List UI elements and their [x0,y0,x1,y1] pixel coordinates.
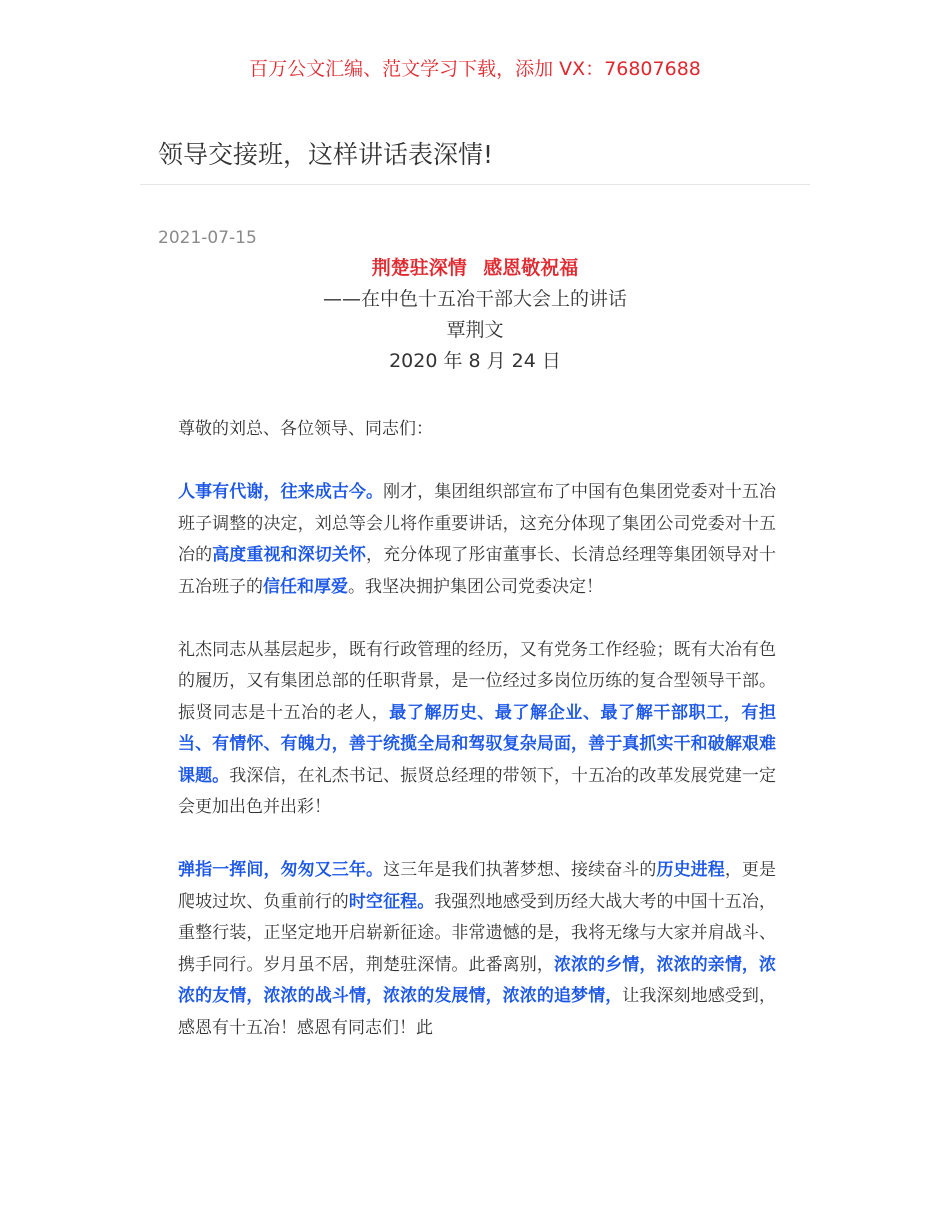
paragraph-2-segment: 最了解历史、最了解企业、最了解干部职工，有担当、有情怀、有魄力，善于统揽全局和驾驭复杂局面，善于真抓实干和破解艰难课题。 [178,702,777,786]
paragraph-2-segment: 礼杰同志从基层起步，既有行政管理的经历，又有党务工作经验；既有大冶有色的履历，又有集团总部的任职背景，是一位经过多岗位历练的复合型领导干部。振贤同志是十五冶的老人， [178,639,776,723]
publish-date: 2021-07-15 [158,228,257,248]
paragraph-1-segment: 信任和厚爱 [263,576,348,597]
paragraph-1-segment: 刚才，集团组织部宣布了中国有色集团党委对十五冶班子调整的决定，刘总等会儿将作重要讲话，这充分体现了集团公司党委对十五冶的 [178,482,777,565]
paragraph-3-segment: 时空征程。 [348,891,435,912]
article-title: 领导交接班，这样讲话表深情! [158,140,494,169]
paragraph-3-segment: 历史进程 [656,860,725,880]
speech-heading: 荆楚驻深情 感恩敬祝福 [371,257,579,279]
paragraph-3-segment: 让我深刻地感受到，感恩有十五冶！感恩有同志们！此 [178,986,777,1038]
speech-subheading: ——在中色十五冶干部大会上的讲话 [322,288,627,310]
paragraph-1-segment: 。我坚决拥护集团公司党委决定！ [348,576,603,597]
paragraph-3-segment: 浓浓的乡情，浓浓的亲情，浓浓的友情，浓浓的战斗情，浓浓的发展情，浓浓的追梦情， [178,954,777,1006]
speech-heading-block [0,253,950,377]
paragraph-1-segment: ，充分体现了彤宙董事长、长清总经理等集团领导对十五冶班子的 [178,545,777,597]
paragraph-1 [178,477,776,603]
paragraph-3 [178,855,776,1044]
download-banner: 百万公文汇编、范文学习下载，添加 VX：76807688 [249,58,701,80]
paragraph-1-segment: 高度重视和深切关怀 [212,545,366,565]
speech-date: 2020 年 8 月 24 日 [389,350,561,372]
article-body [178,414,776,1076]
paragraph-2 [178,635,776,824]
paragraph-3-segment: 我强烈地感受到历经大战大考的中国十五冶，重整行装，正坚定地开启崭新征途。非常遗憾的是，我将无缘与大家并肩战斗、携手同行。岁月虽不居，荆楚驻深情。此番离别， [178,891,777,975]
paragraph-1-segment: 人事有代谢，往来成古今。 [178,482,384,502]
salutation: 尊敬的刘总、各位领导、同志们： [178,419,433,439]
paragraph-3-segment: 弹指一挥间，匆匆又三年。 [178,860,384,880]
paragraph-3-segment: ，更是爬坡过坎、负重前行的 [178,860,777,912]
speech-author: 覃荆文 [446,319,504,341]
paragraph-3-segment: 这三年是我们执著梦想、接续奋斗的 [383,860,657,880]
title-divider [140,184,810,185]
paragraph-2-segment: 我深信，在礼杰书记、振贤总经理的带领下，十五冶的改革发展党建一定会更加出色并出彩！ [178,765,776,817]
